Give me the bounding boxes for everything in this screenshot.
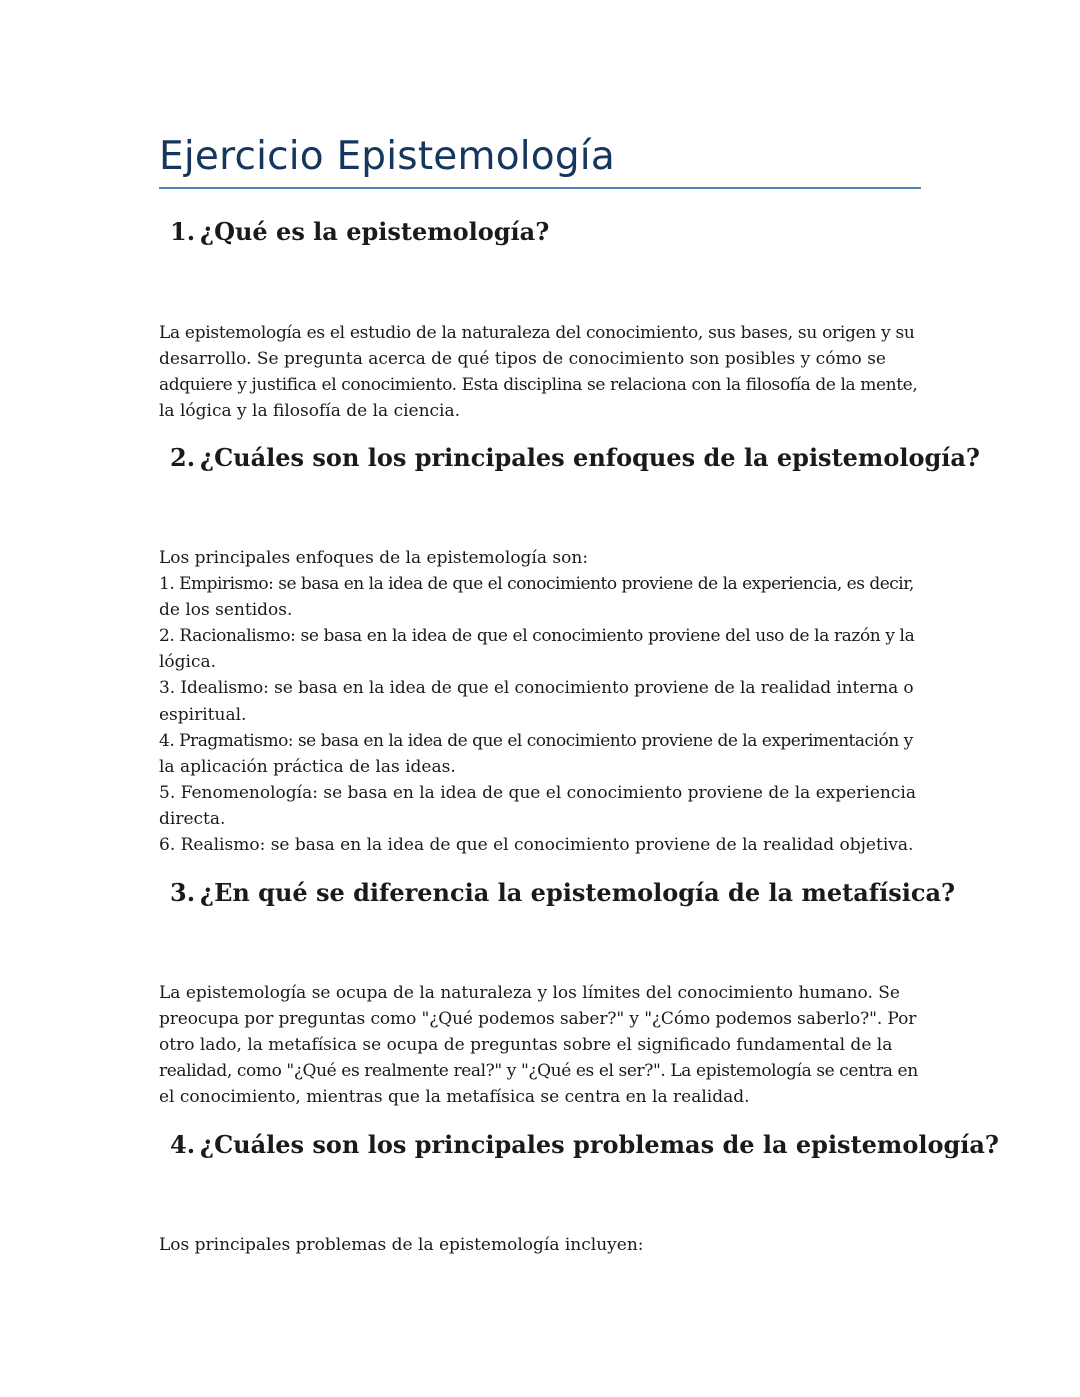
answer-paragraph-4 — [159, 1232, 921, 1258]
list-item: directa. — [159, 808, 226, 829]
question-number: 2. — [170, 443, 196, 472]
list-item: lógica. — [159, 652, 217, 673]
paragraph-line: Los principales problemas de la epistemología incluyen: — [159, 1235, 644, 1255]
list-item: 6. Realismo: se basa en la idea de que el conocimiento proviene de la realidad objetiva. — [159, 835, 914, 856]
answer-paragraph-1 — [159, 320, 921, 424]
question-text: ¿Cuáles son los principales problemas de la epistemología? — [200, 1130, 999, 1159]
question-text: ¿Cuáles son los principales enfoques de la epistemología? — [200, 443, 980, 472]
question-heading-1 — [170, 216, 549, 248]
list-item: 2. Racionalismo: se basa en la idea de que el conocimiento proviene del uso de la razón y la — [159, 626, 915, 647]
list-item: la aplicación práctica de las ideas. — [159, 756, 456, 777]
question-text: ¿En qué se diferencia la epistemología de la metafísica? — [200, 878, 956, 907]
title-underline — [159, 187, 921, 189]
list-item: espiritual. — [159, 704, 247, 725]
paragraph-line: La epistemología es el estudio de la naturaleza del conocimiento, sus bases, su origen y su — [159, 323, 915, 343]
paragraph-line: la lógica y la filosofía de la ciencia. — [159, 401, 461, 422]
document-title: Ejercicio Epistemología — [159, 134, 615, 179]
question-number: 1. — [170, 217, 196, 246]
list-item: 4. Pragmatismo: se basa en la idea de que el conocimiento proviene de la experimentación y — [159, 730, 913, 751]
list-item: 5. Fenomenología: se basa en la idea de que el conocimiento proviene de la experiencia — [159, 782, 916, 803]
paragraph-line: adquiere y justifica el conocimiento. Esta disciplina se relaciona con la filosofía de la mente, — [159, 375, 918, 396]
paragraph-line: Los principales enfoques de la epistemología son: — [159, 548, 589, 568]
question-text: ¿Qué es la epistemología? — [200, 217, 550, 246]
paragraph-line: otro lado, la metafísica se ocupa de preguntas sobre el significado fundamental de la — [159, 1035, 893, 1056]
question-heading-2 — [170, 442, 980, 474]
question-heading-3 — [170, 877, 955, 909]
paragraph-line: el conocimiento, mientras que la metafísica se centra en la realidad. — [159, 1087, 750, 1108]
answer-paragraph-3 — [159, 980, 921, 1110]
answer-paragraph-2 — [159, 545, 921, 858]
list-item: 1. Empirismo: se basa en la idea de que el conocimiento proviene de la experiencia, es decir, — [159, 574, 914, 595]
paragraph-line: realidad, como "¿Qué es realmente real?" y "¿Qué es el ser?". La epistemología se centra en — [159, 1061, 918, 1082]
paragraph-line: preocupa por preguntas como "¿Qué podemos saber?" y "¿Cómo podemos saberlo?". Por — [159, 1009, 917, 1030]
list-item: de los sentidos. — [159, 600, 293, 621]
paragraph-line: desarrollo. Se pregunta acerca de qué tipos de conocimiento son posibles y cómo se — [159, 349, 886, 370]
question-heading-4 — [170, 1129, 999, 1161]
list-item: 3. Idealismo: se basa en la idea de que el conocimiento proviene de la realidad interna o — [159, 678, 914, 699]
question-number: 4. — [170, 1130, 196, 1159]
question-number: 3. — [170, 878, 196, 907]
paragraph-line: La epistemología se ocupa de la naturaleza y los límites del conocimiento humano. Se — [159, 983, 900, 1003]
